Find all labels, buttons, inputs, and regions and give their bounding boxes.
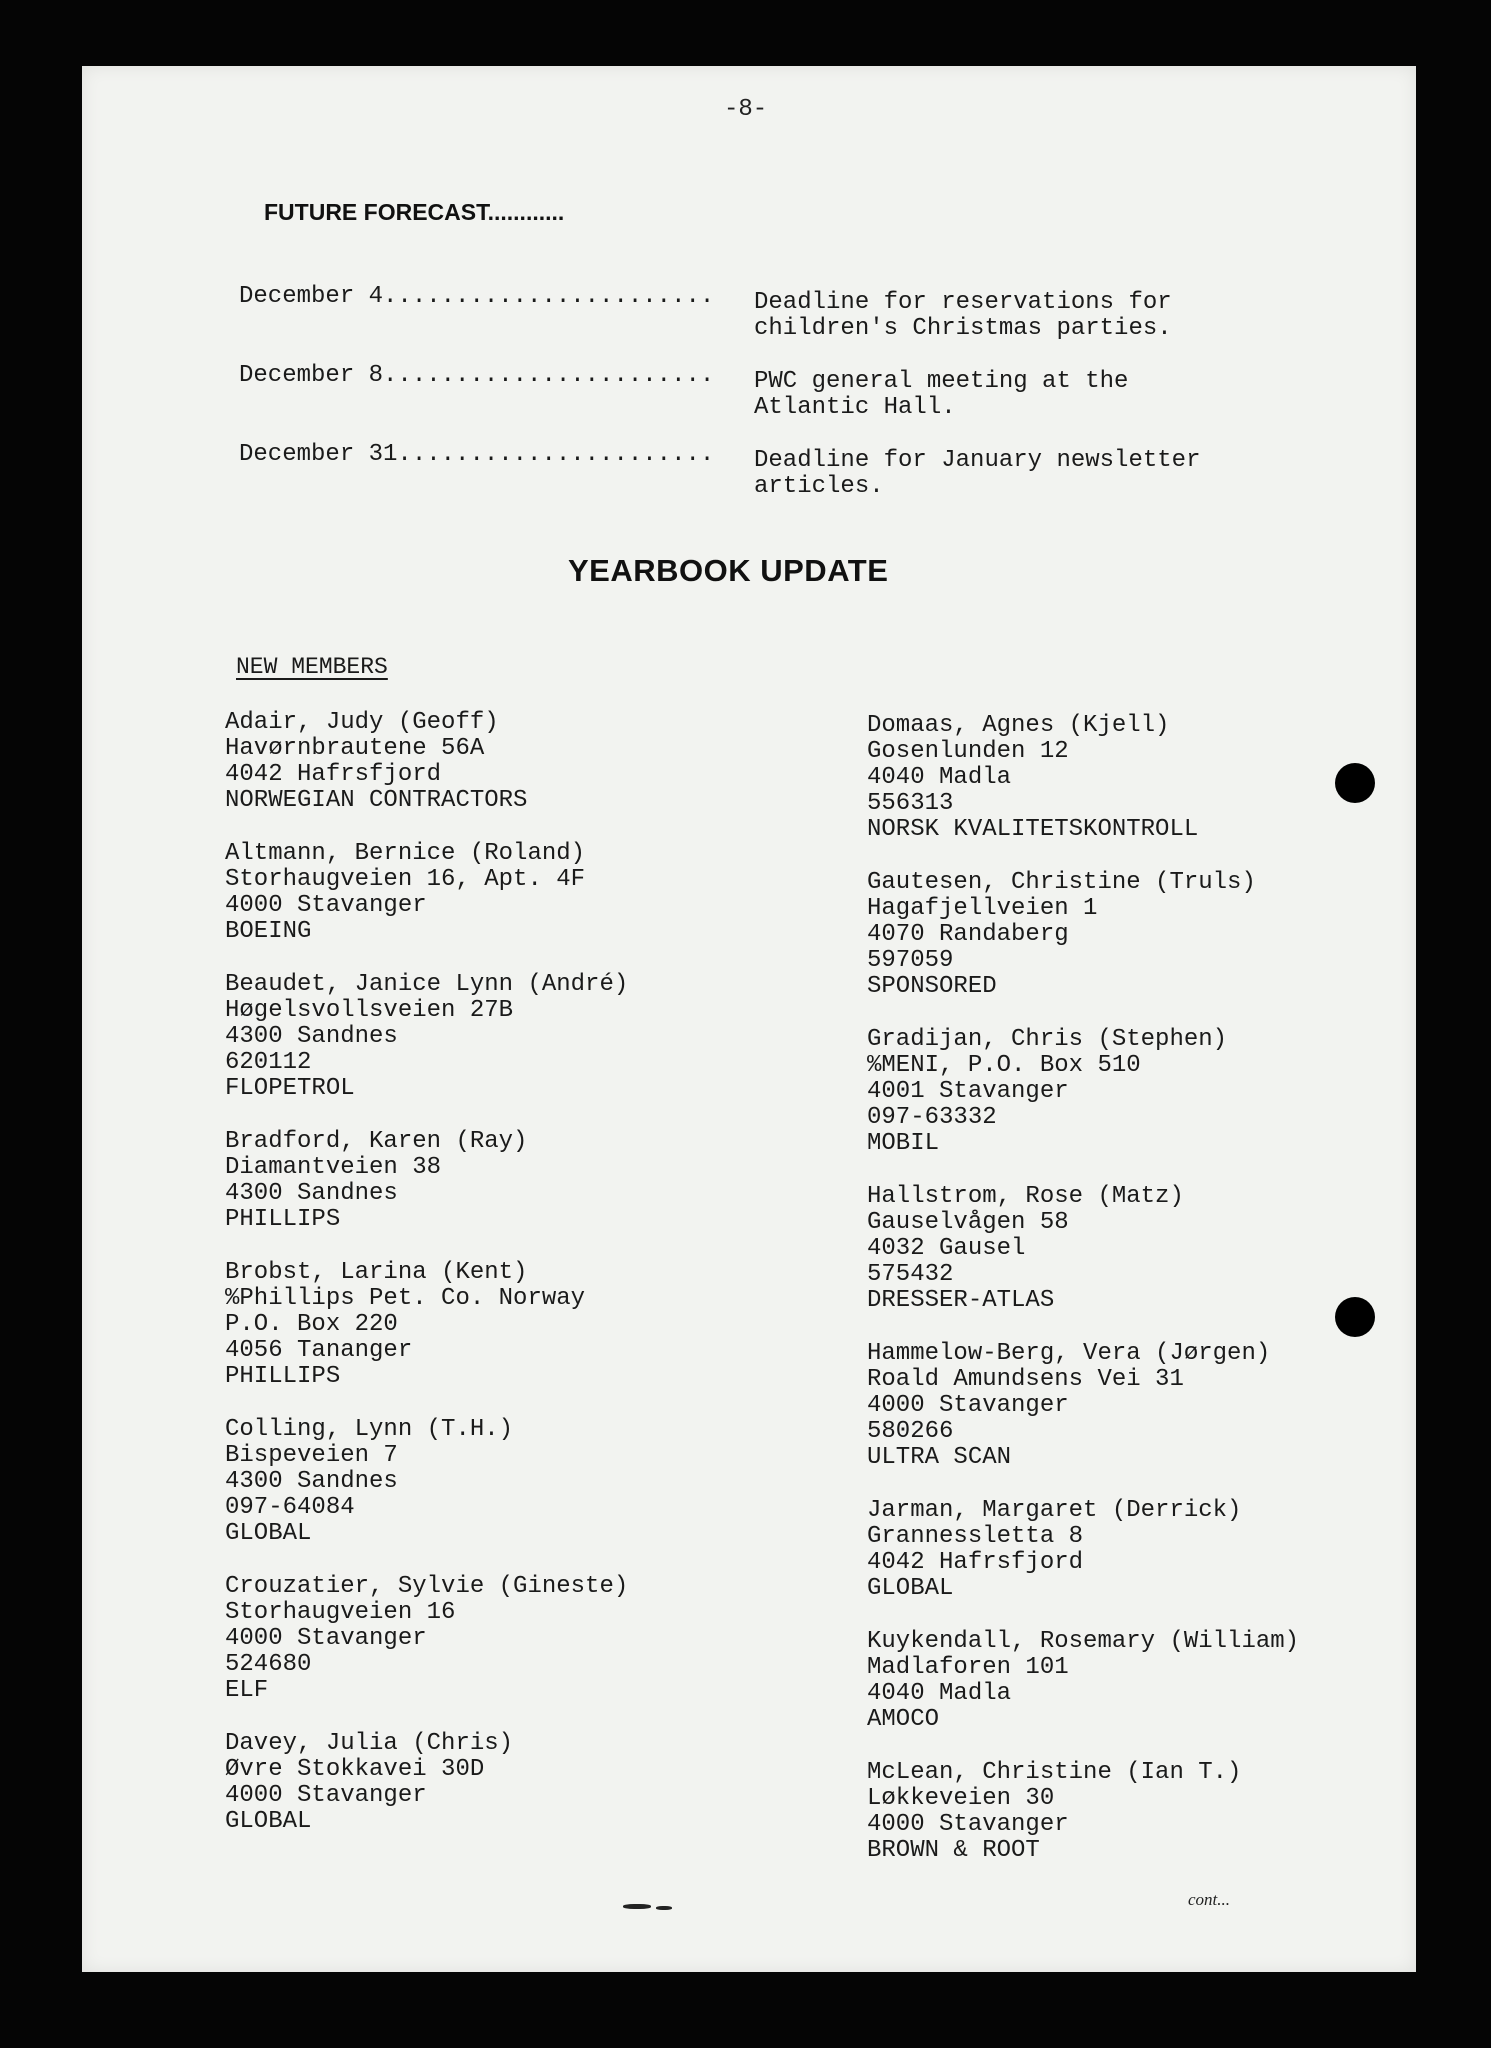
member-detail-line: Gauselvågen 58 (867, 1209, 1069, 1236)
member-detail-line: 4042 Hafrsfjord (225, 761, 442, 788)
member-detail-line: 097-64084 (225, 1494, 355, 1521)
member-detail-line: GLOBAL (867, 1575, 954, 1602)
member-detail-line: PHILLIPS (225, 1206, 341, 1233)
member-detail-line: 4000 Stavanger (867, 1811, 1069, 1838)
member-detail-line: 4070 Randaberg (867, 921, 1069, 948)
member-detail-line: NORWEGIAN CONTRACTORS (225, 787, 528, 814)
member-name: Jarman, Margaret (Derrick) (867, 1497, 1242, 1524)
member-name: Beaudet, Janice Lynn (André) (225, 971, 629, 998)
member-detail-line: Havørnbrautene 56A (225, 735, 485, 762)
member-detail-line: SPONSORED (867, 973, 997, 1000)
punch-hole (1335, 763, 1375, 803)
member-detail-line: 4000 Stavanger (225, 892, 427, 919)
member-name: Davey, Julia (Chris) (225, 1730, 514, 1757)
member-detail-line: 4000 Stavanger (867, 1392, 1069, 1419)
continued-note: cont... (1188, 1890, 1231, 1909)
yearbook-update-heading: YEARBOOK UPDATE (568, 553, 889, 588)
ink-mark (623, 1904, 651, 1909)
member-entry (225, 1417, 628, 1547)
right-member-column (867, 713, 1299, 1891)
member-entry (867, 1027, 1299, 1157)
member-detail-line: 4040 Madla (867, 764, 1012, 791)
member-entry (225, 1731, 628, 1835)
member-detail-line: Bispeveien 7 (225, 1442, 398, 1469)
member-detail-line: 4000 Stavanger (225, 1625, 427, 1652)
member-detail-line: NORSK KVALITETSKONTROLL (867, 816, 1199, 843)
member-detail-line: Madlaforen 101 (867, 1654, 1069, 1681)
member-detail-line: 4042 Hafrsfjord (867, 1549, 1084, 1576)
new-members-label: NEW MEMBERS (236, 654, 388, 680)
member-entry (867, 870, 1299, 1000)
member-detail-line: %MENI, P.O. Box 510 (867, 1052, 1141, 1079)
member-entry (225, 1260, 628, 1390)
member-detail-line: Gosenlunden 12 (867, 738, 1069, 765)
member-detail-line: Øvre Stokkavei 30D (225, 1756, 485, 1783)
member-name: Gradijan, Chris (Stephen) (867, 1026, 1228, 1053)
member-detail-line: BOEING (225, 918, 312, 945)
member-detail-line: 575432 (867, 1261, 954, 1288)
page-number: -8- (724, 96, 768, 123)
member-entry (867, 1184, 1299, 1314)
member-detail-line: BROWN & ROOT (867, 1837, 1040, 1864)
member-detail-line: 097-63332 (867, 1104, 997, 1131)
member-name: Colling, Lynn (T.H.) (225, 1416, 514, 1443)
forecast-description: Deadline for reservations for children's Christmas parties. (754, 289, 1172, 342)
member-detail-line: Høgelsvollsveien 27B (225, 997, 514, 1024)
member-entry (867, 713, 1299, 843)
document-page (82, 66, 1416, 1972)
member-name: Gautesen, Christine (Truls) (867, 869, 1256, 896)
member-detail-line: PHILLIPS (225, 1363, 341, 1390)
member-detail-line: FLOPETROL (225, 1075, 355, 1102)
member-detail-line: 556313 (867, 790, 954, 817)
member-entry (867, 1498, 1299, 1602)
member-detail-line: Diamantveien 38 (225, 1154, 442, 1181)
member-detail-line: MOBIL (867, 1130, 940, 1157)
member-detail-line: Storhaugveien 16 (225, 1599, 456, 1626)
member-detail-line: Storhaugveien 16, Apt. 4F (225, 866, 586, 893)
punch-hole (1335, 1297, 1375, 1337)
member-name: Altmann, Bernice (Roland) (225, 840, 586, 867)
member-detail-line: 580266 (867, 1418, 954, 1445)
member-detail-line: P.O. Box 220 (225, 1311, 398, 1338)
member-detail-line: 524680 (225, 1651, 312, 1678)
member-entry (225, 1129, 628, 1233)
member-detail-line: Løkkeveien 30 (867, 1785, 1055, 1812)
member-detail-line: 4040 Madla (867, 1680, 1012, 1707)
member-detail-line: GLOBAL (225, 1808, 312, 1835)
member-name: Crouzatier, Sylvie (Gineste) (225, 1573, 629, 1600)
left-member-column (225, 710, 628, 1862)
member-entry (225, 1574, 628, 1704)
member-name: Adair, Judy (Geoff) (225, 709, 499, 736)
member-detail-line: 620112 (225, 1049, 312, 1076)
member-detail-line: Roald Amundsens Vei 31 (867, 1366, 1184, 1393)
member-name: Hallstrom, Rose (Matz) (867, 1183, 1184, 1210)
forecast-date: December 4....................... (239, 283, 715, 310)
member-detail-line: Grannessletta 8 (867, 1523, 1084, 1550)
member-entry (867, 1760, 1299, 1864)
member-detail-line: 4001 Stavanger (867, 1078, 1069, 1105)
member-entry (225, 972, 628, 1102)
member-detail-line: 4056 Tananger (225, 1337, 413, 1364)
member-detail-line: DRESSER-ATLAS (867, 1287, 1055, 1314)
forecast-date: December 31...................... (239, 441, 715, 468)
member-name: Domaas, Agnes (Kjell) (867, 712, 1170, 739)
member-detail-line: 4300 Sandnes (225, 1180, 398, 1207)
member-detail-line: 4300 Sandnes (225, 1023, 398, 1050)
ink-mark (656, 1906, 672, 1910)
member-name: Brobst, Larina (Kent) (225, 1259, 528, 1286)
member-entry (225, 841, 628, 945)
forecast-description: Deadline for January newsletter articles. (754, 447, 1201, 500)
member-detail-line: ULTRA SCAN (867, 1444, 1012, 1471)
member-entry (867, 1341, 1299, 1471)
member-detail-line: %Phillips Pet. Co. Norway (225, 1285, 586, 1312)
future-forecast-heading: FUTURE FORECAST............ (264, 199, 565, 225)
member-detail-line: ELF (225, 1677, 269, 1704)
forecast-date: December 8....................... (239, 362, 715, 389)
member-detail-line: Hagafjellveien 1 (867, 895, 1098, 922)
member-detail-line: GLOBAL (225, 1520, 312, 1547)
member-name: Kuykendall, Rosemary (William) (867, 1628, 1300, 1655)
member-detail-line: 4300 Sandnes (225, 1468, 398, 1495)
member-name: Hammelow-Berg, Vera (Jørgen) (867, 1340, 1271, 1367)
member-detail-line: 4032 Gausel (867, 1235, 1026, 1262)
member-entry (867, 1629, 1299, 1733)
member-name: Bradford, Karen (Ray) (225, 1128, 528, 1155)
member-name: McLean, Christine (Ian T.) (867, 1759, 1242, 1786)
member-entry (225, 710, 628, 814)
member-detail-line: 597059 (867, 947, 954, 974)
member-detail-line: AMOCO (867, 1706, 940, 1733)
forecast-description: PWC general meeting at the Atlantic Hall. (754, 368, 1129, 421)
member-detail-line: 4000 Stavanger (225, 1782, 427, 1809)
